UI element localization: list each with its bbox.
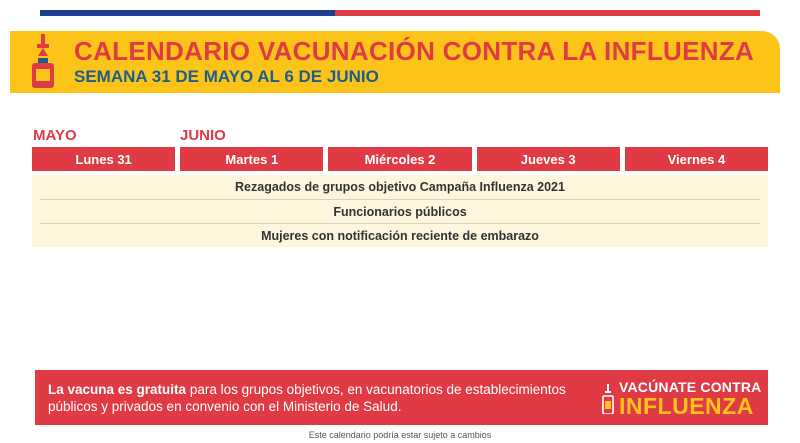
day-header-wednesday: Miércoles 2	[328, 147, 471, 171]
logo-text-line2: INFLUENZA	[619, 393, 754, 419]
campaign-logo	[602, 376, 762, 420]
title-banner	[10, 31, 780, 93]
logo-text-line1: VACÚNATE CONTRA	[619, 379, 762, 395]
flag-stripe-red	[335, 10, 760, 16]
flag-stripe	[40, 10, 760, 16]
footer-bold-text: La vacuna es gratuita	[48, 382, 187, 397]
day-header-tuesday: Martes 1	[180, 147, 323, 171]
group-row: Funcionarios públicos	[40, 199, 760, 223]
page-title: CALENDARIO VACUNACIÓN CONTRA LA INFLUENZA	[74, 36, 755, 66]
footer-body-text: para los grupos objetivos, en vacunatorios de establecimientos públicos y privados en convenio con el Ministerio de Salud.	[48, 382, 566, 414]
page-subtitle: SEMANA 31 DE MAYO AL 6 DE JUNIO	[74, 67, 379, 86]
target-groups-table	[32, 175, 768, 247]
month-label-mayo: MAYO	[33, 127, 77, 144]
footer-banner	[35, 370, 768, 425]
disclaimer-note: Este calendario podría estar sujeto a cambios	[308, 430, 492, 440]
month-label-junio: JUNIO	[180, 127, 226, 144]
day-header-friday: Viernes 4	[625, 147, 768, 171]
footer-message	[48, 381, 608, 415]
group-row: Mujeres con notificación reciente de embarazo	[40, 223, 760, 247]
day-header-thursday: Jueves 3	[477, 147, 620, 171]
day-header-row	[32, 147, 768, 171]
flag-stripe-blue	[40, 10, 335, 16]
syringe-vial-icon	[602, 384, 614, 414]
group-row: Rezagados de grupos objetivo Campaña Influenza 2021	[235, 180, 565, 194]
day-header-monday: Lunes 31	[32, 147, 175, 171]
vaccine-vial-icon	[28, 34, 58, 90]
